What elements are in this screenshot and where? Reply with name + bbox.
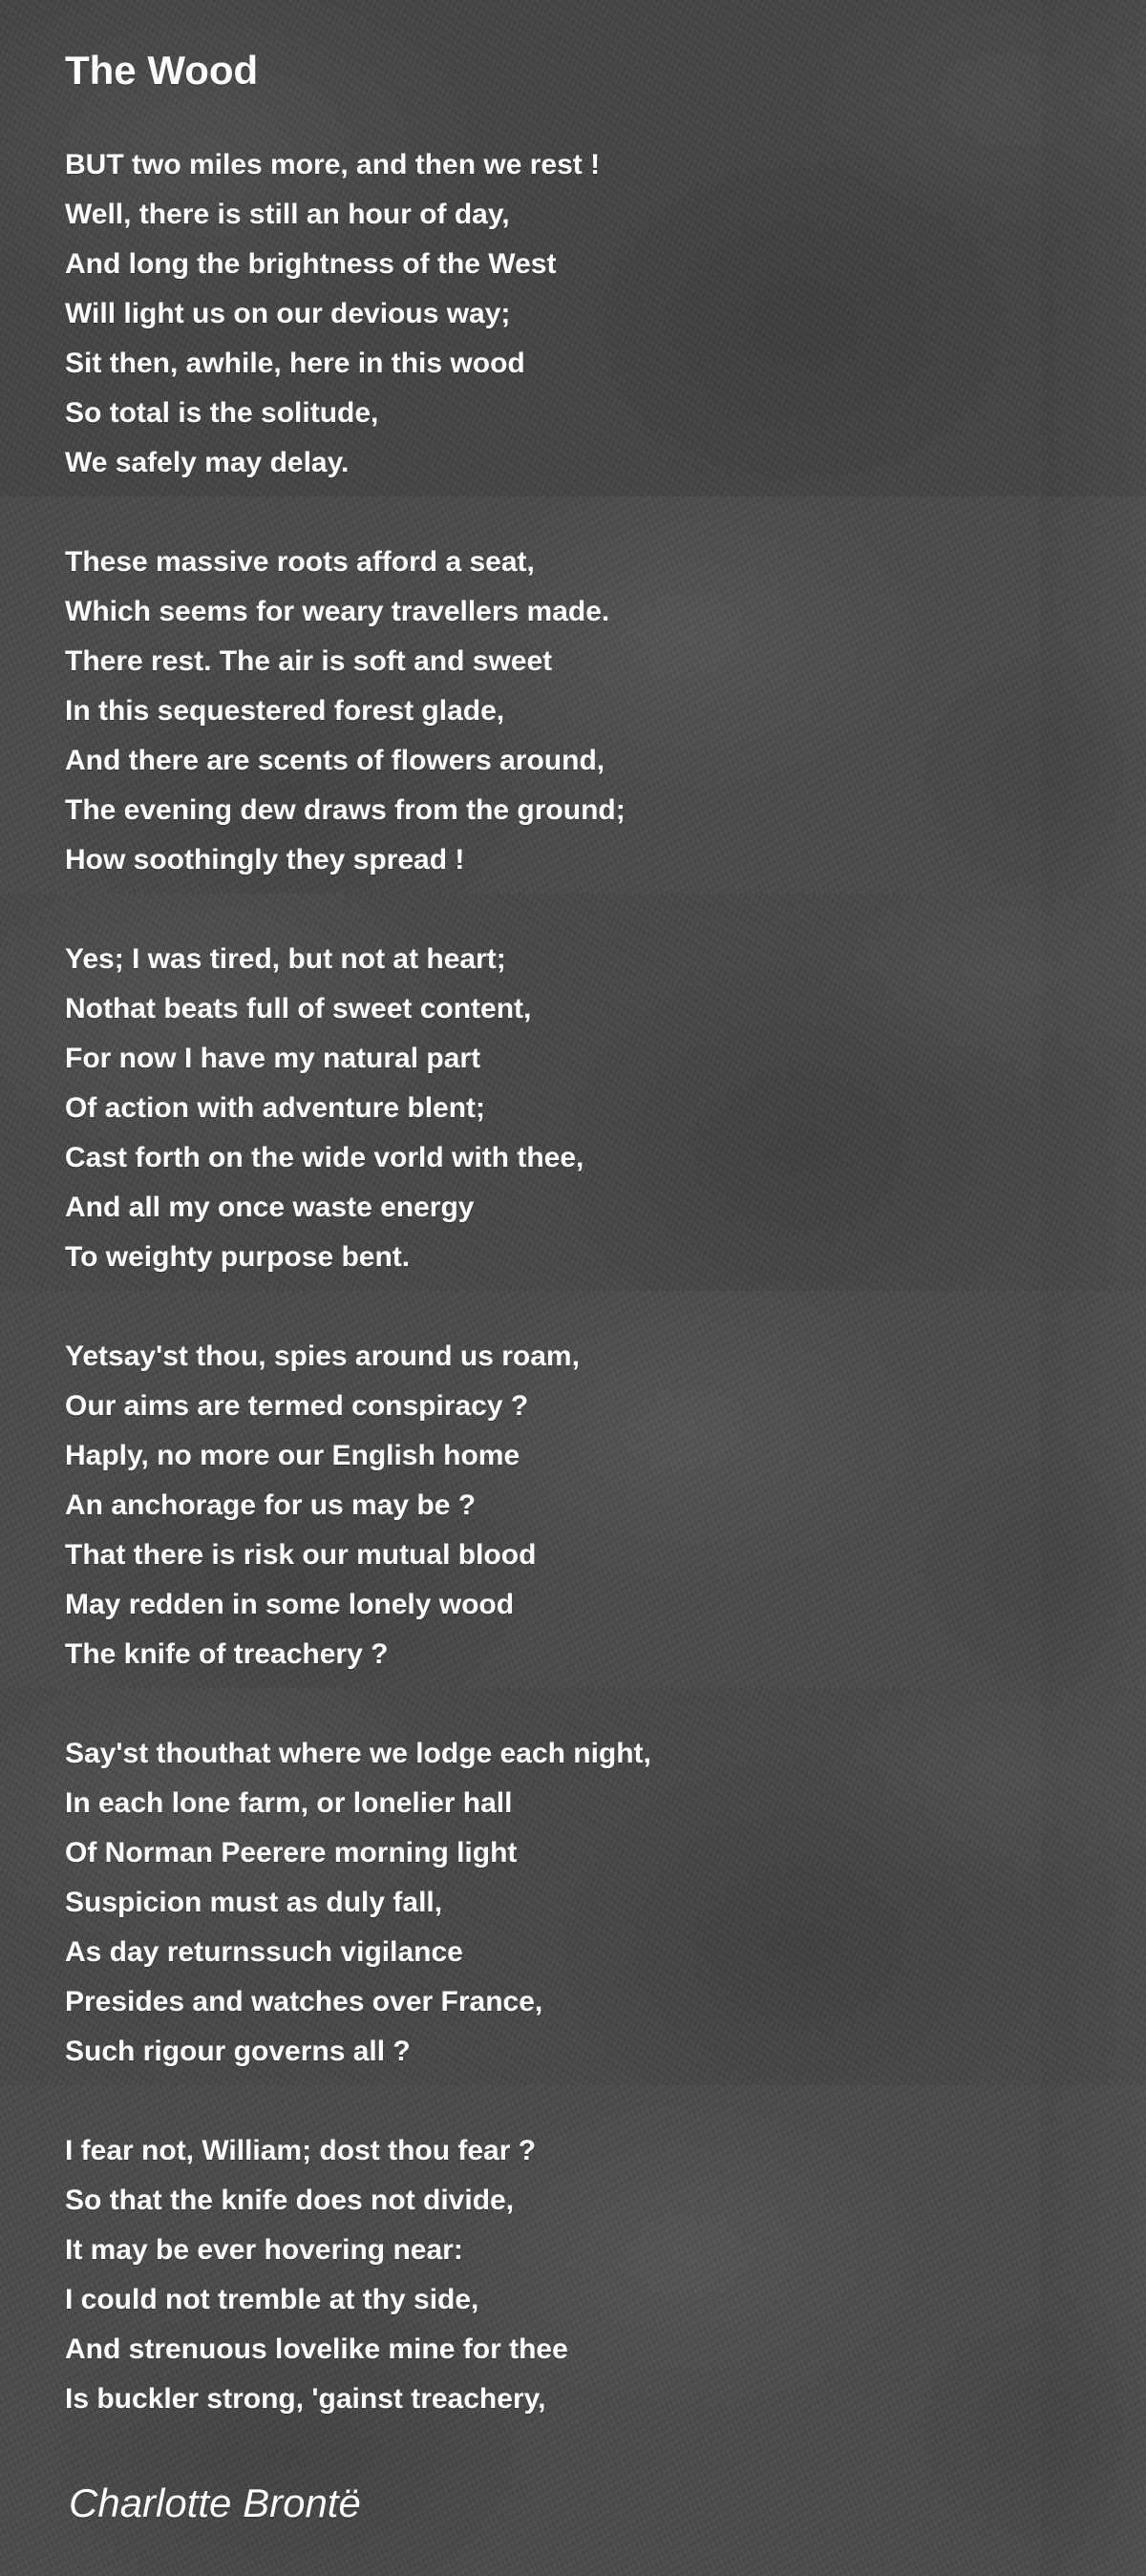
background-edge-strip [1041,0,1146,2576]
poem-line: As day returnssuch vigilance [65,1936,463,1968]
poem-line: Is buckler strong, 'gainst treachery, [65,2383,546,2415]
poem-line: Will light us on our devious way; [65,298,511,329]
poem-line: It may be ever hovering near: [65,2234,463,2266]
poem-line: The evening dew draws from the ground; [65,794,626,826]
poem-line: There rest. The air is soft and sweet [65,645,553,677]
poem-line: Which seems for weary travellers made. [65,596,610,627]
stanza-2 [65,538,626,885]
poem-line: We safely may delay. [65,447,350,478]
poem-line: I fear not, William; dost thou fear ? [65,2135,537,2166]
poem-line: Yetsay'st thou, spies around us roam, [65,1341,580,1372]
stanza-5 [65,1729,651,2077]
stanza-6 [65,2126,568,2424]
poem-line: Cast forth on the wide vorld with thee, [65,1142,584,1173]
poem-line: These massive roots afford a seat, [65,546,535,578]
poem-line: Presides and watches over France, [65,1986,543,2017]
poem-title: The Wood [65,48,259,93]
poem-line: For now I have my natural part [65,1043,481,1074]
poem-line: An anchorage for us may be ? [65,1489,477,1521]
poem-line: In each lone farm, or lonelier hall [65,1787,513,1819]
poem-line: Sit then, awhile, here in this wood [65,348,525,379]
poem-line: Well, there is still an hour of day, [65,199,510,230]
poem-line: And there are scents of flowers around, [65,745,605,776]
poem-line: I could not tremble at thy side, [65,2284,479,2315]
poem-line: So total is the solitude, [65,397,379,429]
poem-line: How soothingly they spread ! [65,844,465,876]
poem-line: So that the knife does not divide, [65,2185,515,2216]
poem-line: And long the brightness of the West [65,248,557,280]
stanza-4 [65,1332,580,1679]
poem-line: Such rigour governs all ? [65,2036,411,2067]
poem-line: Of Norman Peerere morning light [65,1837,518,1869]
poem-line: Say'st thouthat where we lodge each night, [65,1738,651,1769]
poem-line: Of action with adventure blent; [65,1092,486,1124]
poem-line: And strenuous lovelike mine for thee [65,2333,568,2365]
stanza-3 [65,935,584,1282]
poem-line: Our aims are termed conspiracy ? [65,1390,529,1422]
poem-author: Charlotte Brontë [69,2481,361,2525]
poem-line: That there is risk our mutual blood [65,1539,537,1571]
poem-line: In this sequestered forest glade, [65,695,505,727]
poem-line: May redden in some lonely wood [65,1589,515,1620]
poem-line: The knife of treachery ? [65,1638,389,1670]
poem-line: BUT two miles more, and then we rest ! [65,149,601,180]
poem-line: Suspicion must as duly fall, [65,1887,443,1918]
poem-line: And all my once waste energy [65,1192,475,1223]
poem-line: To weighty purpose bent. [65,1241,411,1273]
poem-line: Yes; I was tired, but not at heart; [65,943,506,975]
poem-line: Nothat beats full of sweet content, [65,993,532,1024]
poem-line: Haply, no more our English home [65,1440,520,1471]
stanza-1 [65,140,600,488]
